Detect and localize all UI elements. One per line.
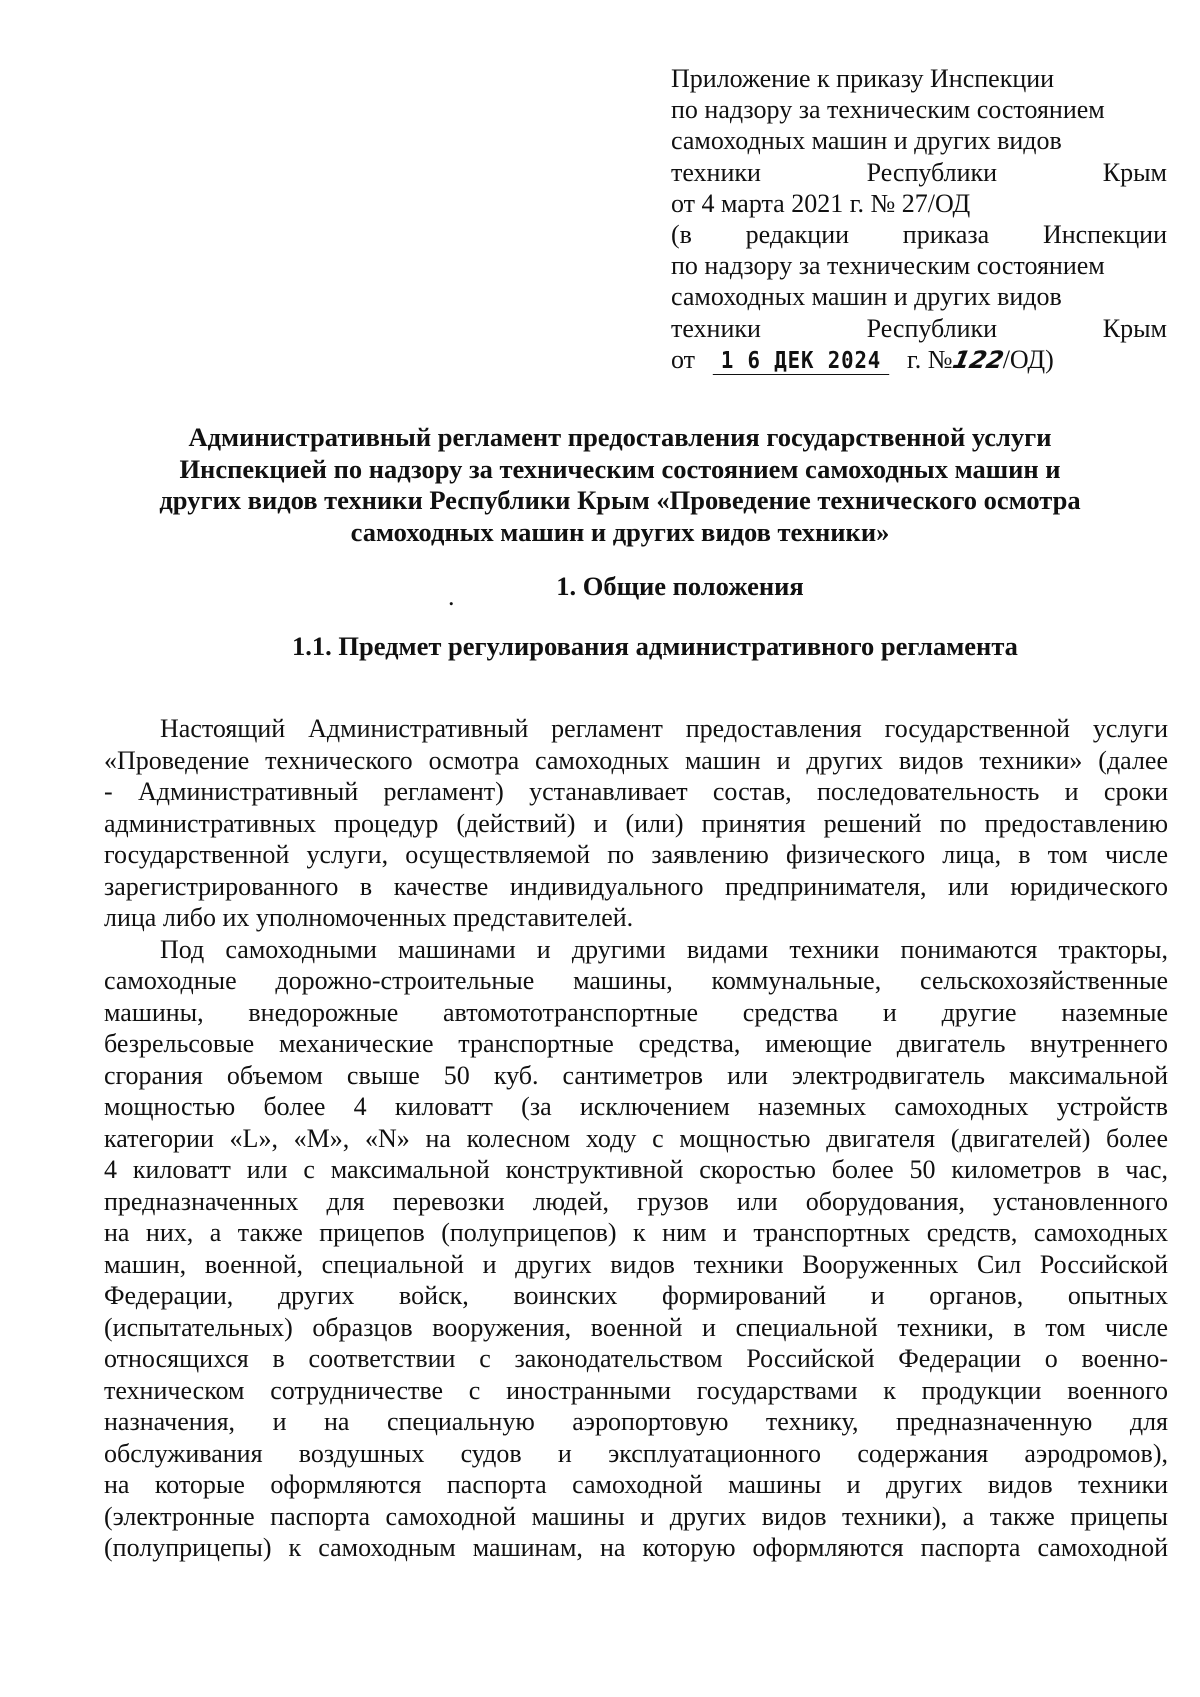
paragraph-line: Федерации, других войск, воинских формирований и органов, опытных bbox=[104, 1281, 1168, 1310]
annex-line: от 4 марта 2021 г. № 27/ОД bbox=[671, 188, 971, 218]
paragraph-line: на которые оформляются паспорта самоходной машины и других видов техники bbox=[104, 1470, 1168, 1499]
paragraph-line: «Проведение технического осмотра самоходных машин и других видов техники» (далее bbox=[104, 745, 1168, 775]
annex-line: техники Республики Крым bbox=[671, 157, 1167, 187]
annex-line: самоходных машин и других видов bbox=[671, 126, 1062, 156]
paragraph-line: зарегистрированного в качестве индивидуального предпринимателя, или юридического bbox=[104, 871, 1168, 901]
stray-dot: . bbox=[448, 582, 455, 611]
paragraph-line: категории «L», «M», «N» на колесном ходу с мощностью двигателя (двигателей) более bbox=[104, 1123, 1168, 1153]
section-heading: 1. Общие положения bbox=[556, 571, 804, 601]
paragraph-line: - Административный регламент) устанавливает состав, последовательность и сроки bbox=[104, 777, 1168, 806]
annex-line: по надзору за техническим состоянием bbox=[671, 95, 1105, 125]
paragraph-line: машин, военной, специальной и других видов техники Вооруженных Сил Российской bbox=[104, 1249, 1168, 1279]
annex-header bbox=[671, 63, 1167, 376]
annex-line: Приложение к приказу Инспекции bbox=[671, 64, 1055, 93]
order-suffix: /ОД) bbox=[1002, 344, 1054, 374]
paragraph-line: машины, внедорожные автомототранспортные средства и другие наземные bbox=[104, 997, 1168, 1027]
paragraph-line: (электронные паспорта самоходной машины и других видов техники), а также прицепы bbox=[104, 1501, 1168, 1531]
handwritten-order-number: 122 bbox=[949, 345, 1006, 374]
title-line: Административный регламент предоставления государственной услуги bbox=[188, 422, 1052, 452]
paragraph-line: относящихся в соответствии с законодательством Российской Федерации о военно- bbox=[104, 1344, 1168, 1373]
paragraph-line: на них, а также прицепов (полуприцепов) к ним и транспортных средств, самоходных bbox=[104, 1218, 1168, 1247]
paragraph-line: Настоящий Административный регламент предоставления государственной услуги bbox=[160, 714, 1168, 743]
paragraph-line: техническом сотрудничестве с иностранными государствами к продукции военного bbox=[104, 1375, 1168, 1405]
paragraph-line: государственной услуги, осуществляемой по заявлению физического лица, в том числе bbox=[104, 840, 1168, 869]
paragraph-line: Под самоходными машинами и другими видами техники понимаются тракторы, bbox=[160, 934, 1168, 964]
annex-line: техники Республики Крым bbox=[671, 313, 1167, 343]
paragraph-line: сгорания объемом свыше 50 куб. сантиметров или электродвигатель максимальной bbox=[104, 1060, 1168, 1090]
paragraph-line: назначения, и на специальную аэропортовую технику, предназначенную для bbox=[104, 1407, 1168, 1436]
paragraph-line: безрельсовые механические транспортные средства, имеющие двигатель внутреннего bbox=[104, 1029, 1168, 1058]
paragraph-line: (испытательных) образцов вооружения, военной и специальной техники, в том числе bbox=[104, 1312, 1168, 1342]
annex-line: (в редакции приказа Инспекции bbox=[671, 220, 1167, 250]
paragraph-line: лица либо их уполномоченных представителей. bbox=[104, 903, 634, 932]
annex-line: самоходных машин и других видов bbox=[671, 282, 1062, 312]
title-line: Инспекцией по надзору за техническим состоянием самоходных машин и bbox=[179, 453, 1061, 484]
title-line: других видов техники Республики Крым «Проведение технического осмотра bbox=[159, 485, 1081, 515]
year-number-label: г. № bbox=[907, 344, 953, 374]
subsection-heading: 1.1. Предмет регулирования административного регламента bbox=[292, 631, 1018, 661]
date-stamp: 1 6 ДЕК 2024 bbox=[713, 348, 889, 375]
paragraph-line: 4 киловатт или с максимальной конструктивной скоростью более 50 километров в час, bbox=[104, 1155, 1168, 1184]
paragraph-line: предназначенных для перевозки людей, грузов или оборудования, установленного bbox=[104, 1186, 1168, 1216]
paragraph-line: обслуживания воздушных судов и эксплуатационного содержания аэродромов), bbox=[104, 1438, 1168, 1468]
annex-line: по надзору за техническим состоянием bbox=[671, 251, 1105, 281]
document-title bbox=[120, 422, 1120, 548]
paragraph-line: мощностью более 4 киловатт (за исключением наземных самоходных устройств bbox=[104, 1092, 1168, 1121]
paragraph-line: административных процедур (действий) и (или) принятия решений по предоставлению bbox=[104, 808, 1168, 838]
from-word: от bbox=[671, 344, 696, 374]
annex-amendment-date-line bbox=[671, 344, 1167, 376]
title-line: самоходных машин и других видов техники» bbox=[350, 516, 890, 547]
body-text bbox=[104, 713, 1168, 1564]
paragraph-line: (полуприцепы) к самоходным машинам, на которую оформляются паспорта самоходной bbox=[104, 1533, 1168, 1562]
paragraph-line: самоходные дорожно-строительные машины, коммунальные, сельскохозяйственные bbox=[104, 966, 1168, 995]
